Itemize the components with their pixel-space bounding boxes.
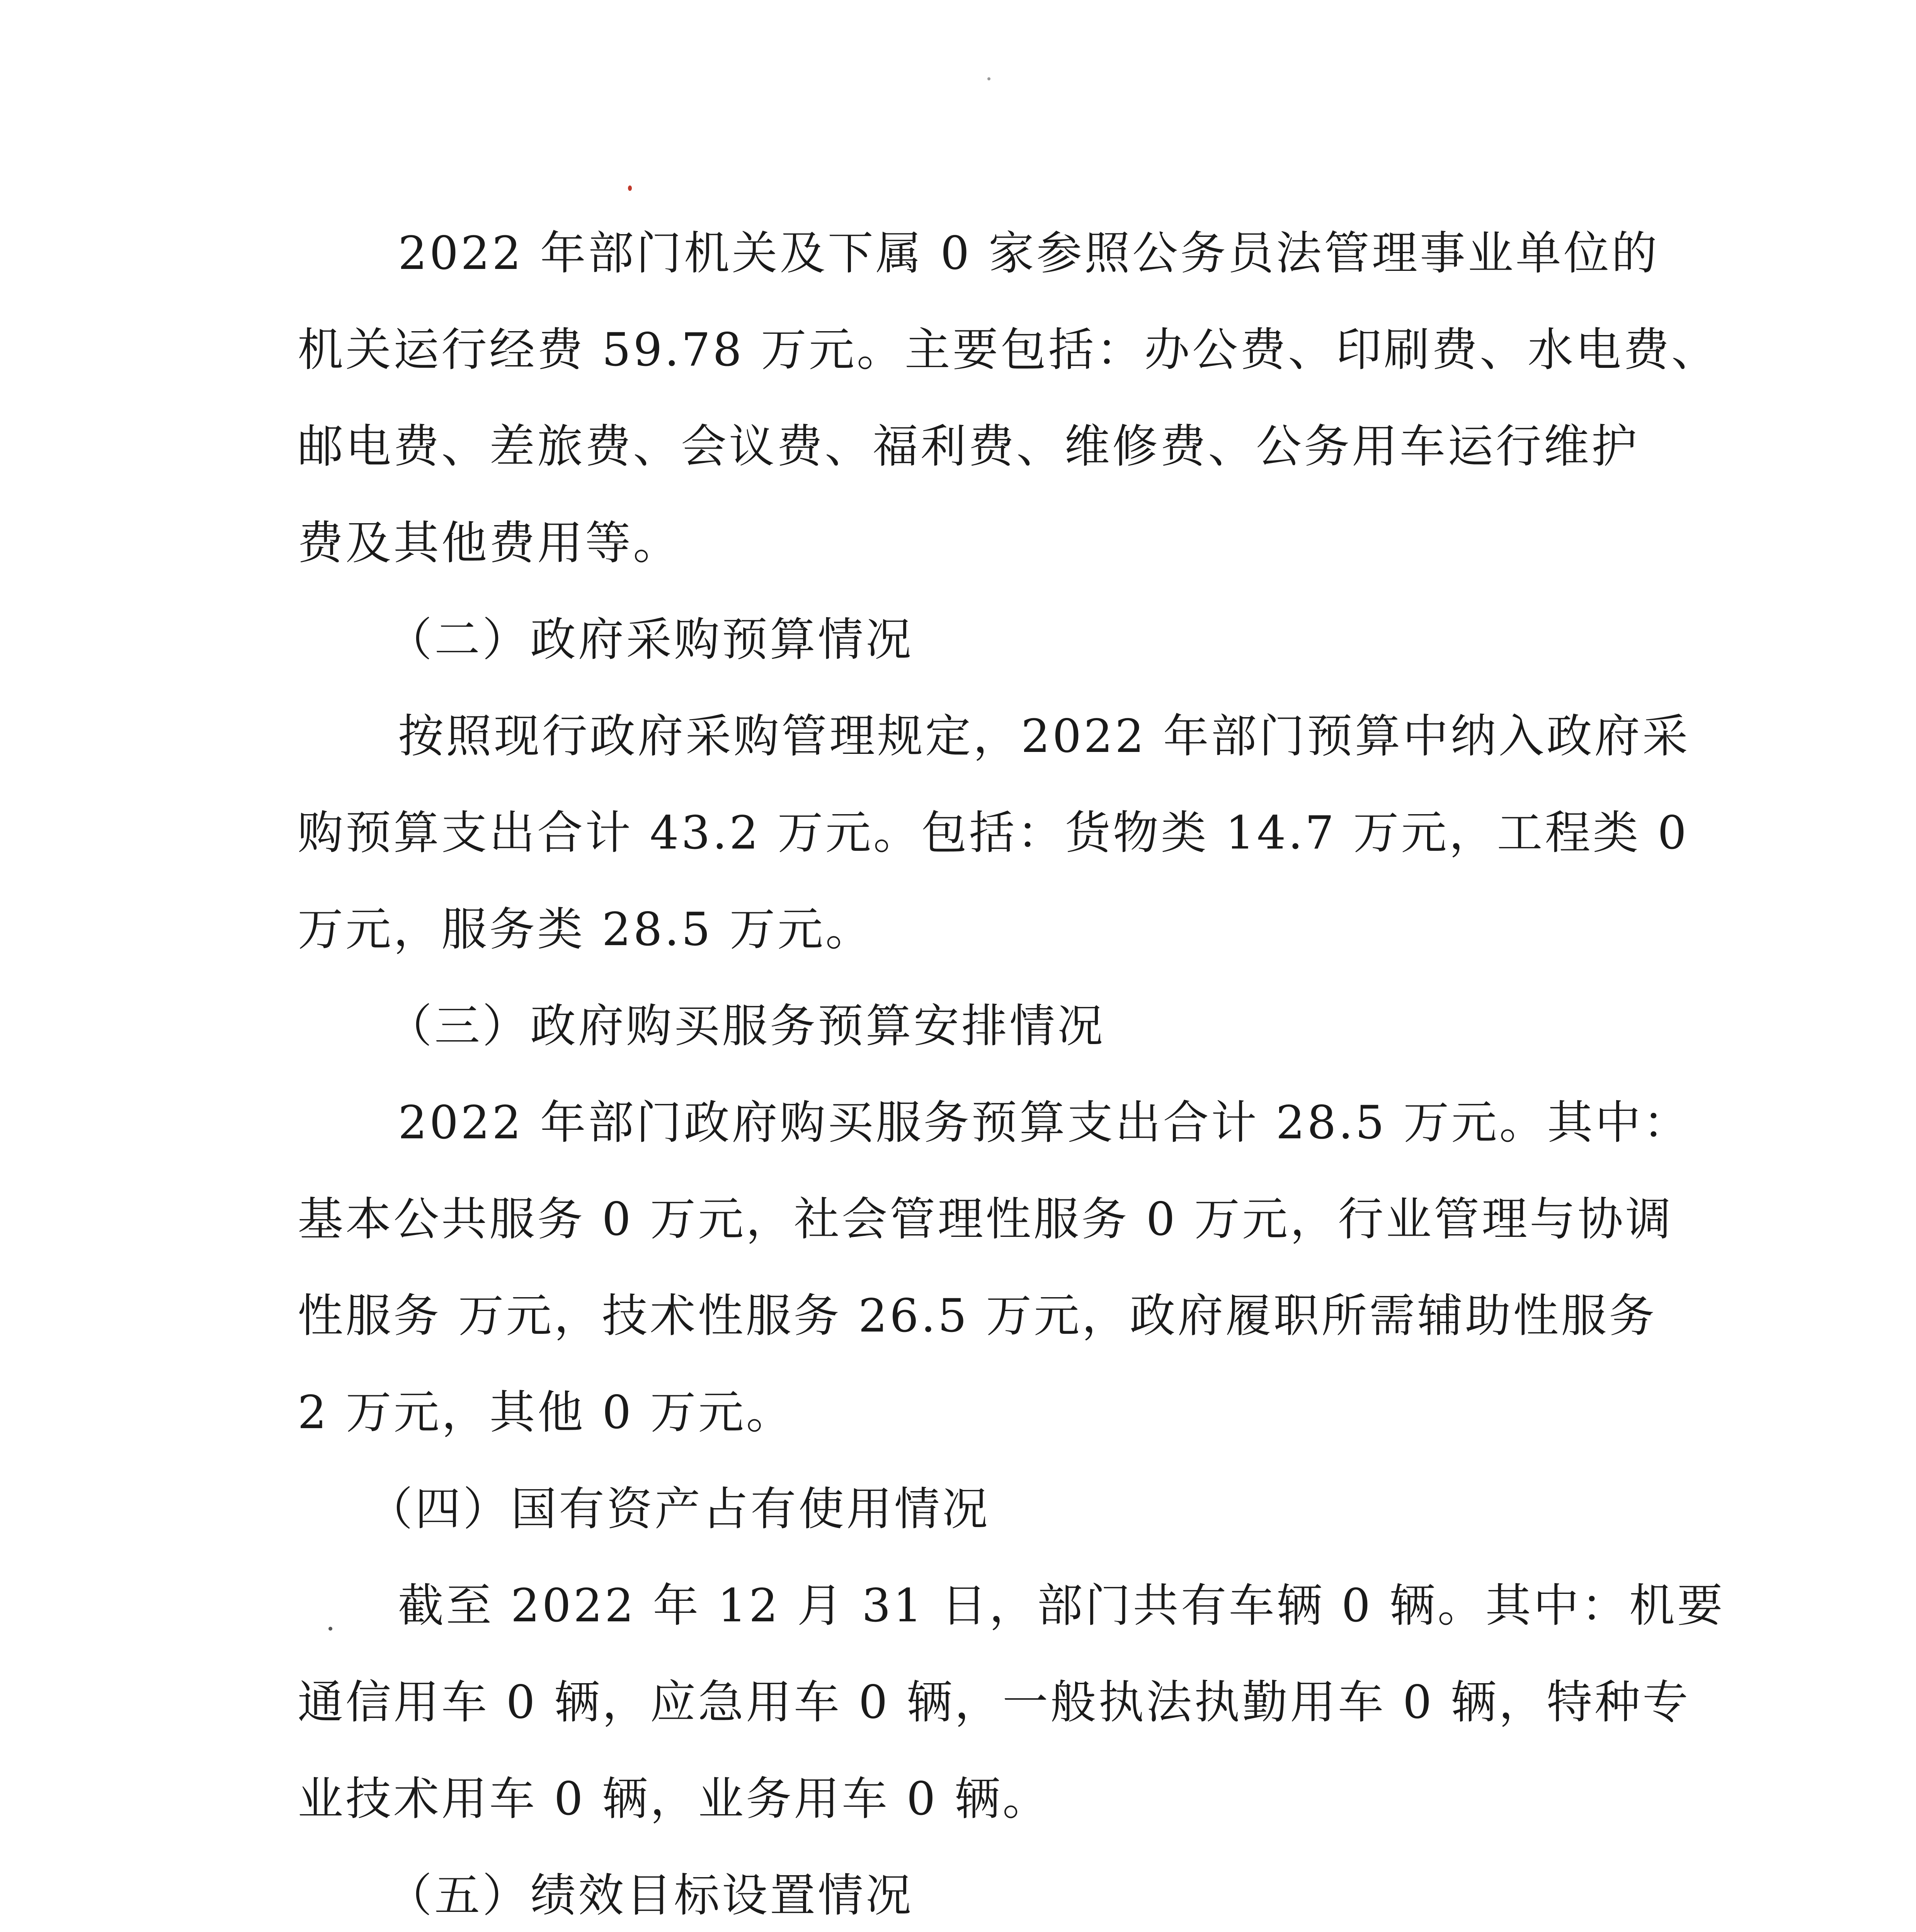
- body-line-5: 按照现行政府采购管理规定，2022 年部门预算中纳入政府采: [398, 709, 1690, 763]
- section-heading-5: （五）绩效目标设置情况: [386, 1869, 914, 1922]
- body-line-14: 业技术用车 0 辆，业务用车 0 辆。: [298, 1772, 1051, 1825]
- body-line-2: 机关运行经费 59.78 万元。主要包括：办公费、印刷费、水电费、: [298, 323, 1719, 376]
- body-line-10: 性服务 万元，技术性服务 26.5 万元，政府履职所需辅助性服务: [298, 1289, 1657, 1342]
- body-line-7: 万元，服务类 28.5 万元。: [298, 903, 873, 956]
- scan-speck: [987, 77, 990, 80]
- body-line-1: 2022 年部门机关及下属 0 家参照公务员法管理事业单位的: [398, 226, 1659, 280]
- body-line-11: 2 万元，其他 0 万元。: [298, 1386, 794, 1439]
- body-line-13: 通信用车 0 辆，应急用车 0 辆，一般执法执勤用车 0 辆，特种专: [298, 1675, 1691, 1729]
- body-line-9: 基本公共服务 0 万元，社会管理性服务 0 万元，行业管理与协调: [298, 1192, 1674, 1246]
- section-heading-3: （三）政府购买服务预算安排情况: [386, 999, 1106, 1053]
- section-heading-4: （四）国有资产占有使用情况: [367, 1482, 990, 1536]
- body-line-3: 邮电费、差旅费、会议费、福利费、维修费、公务用车运行维护: [298, 420, 1640, 473]
- scan-speck: [628, 185, 632, 191]
- body-line-4: 费及其他费用等。: [298, 516, 681, 570]
- section-heading-2: （二）政府采购预算情况: [386, 613, 914, 666]
- body-line-8: 2022 年部门政府购买服务预算支出合计 28.5 万元。其中：: [398, 1096, 1691, 1149]
- scan-speck: [328, 1627, 332, 1631]
- body-line-6: 购预算支出合计 43.2 万元。包括：货物类 14.7 万元，工程类 0: [298, 806, 1689, 859]
- body-line-12: 截至 2022 年 12 月 31 日，部门共有车辆 0 辆。其中：机要: [398, 1579, 1725, 1632]
